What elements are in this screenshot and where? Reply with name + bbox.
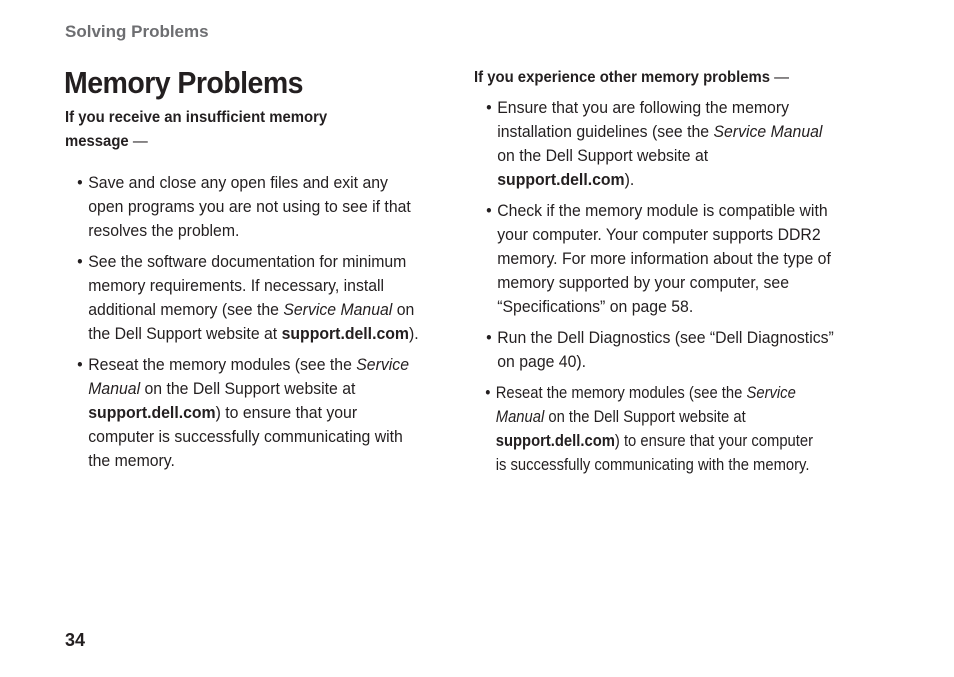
item-text: Ensure that you are following the memory installation guidelines (see the bbox=[497, 98, 790, 141]
insufficient-memory-heading bbox=[65, 106, 426, 154]
item-text: ) to ensure that your computer is successfully communicating with the memory. bbox=[88, 403, 403, 470]
manual-title: Service Manual bbox=[88, 355, 409, 398]
list-item bbox=[65, 250, 426, 346]
item-text: on the Dell Support website at bbox=[140, 379, 356, 398]
left-column bbox=[65, 106, 453, 480]
other-memory-problems-heading bbox=[474, 66, 837, 90]
list-item bbox=[474, 96, 837, 192]
insufficient-memory-list bbox=[65, 171, 453, 473]
manual-title: Service Manual bbox=[713, 122, 823, 141]
item-text: Run the Dell Diagnostics (see “Dell Diagnostics” on page 40). bbox=[497, 328, 834, 371]
item-text: ) to ensure that your computer is successfully communicating with the memory. bbox=[495, 431, 814, 474]
em-dash: — bbox=[774, 69, 790, 86]
list-item bbox=[65, 353, 426, 473]
item-text: ). bbox=[408, 324, 419, 343]
list-item bbox=[65, 171, 426, 243]
list-item bbox=[474, 326, 837, 374]
manual-title: Service Manual bbox=[283, 300, 393, 319]
manual-title: Service Manual bbox=[495, 383, 796, 426]
heading-line-1: If you receive an insufficient memory bbox=[65, 109, 328, 126]
heading-text: If you experience other memory problems bbox=[474, 69, 771, 86]
item-text: on the Dell Support website at bbox=[88, 300, 415, 343]
heading-line-2: message bbox=[65, 133, 129, 150]
support-website: support.dell.com bbox=[281, 324, 409, 343]
item-text: on the Dell Support website at bbox=[497, 146, 709, 165]
page-title: Memory Problems bbox=[64, 65, 303, 100]
list-item bbox=[474, 199, 837, 319]
item-text: ). bbox=[624, 170, 635, 189]
em-dash: — bbox=[132, 133, 148, 150]
right-column bbox=[474, 66, 864, 484]
item-text: Reseat the memory modules (see the bbox=[495, 383, 747, 402]
item-text: Check if the memory module is compatible with your computer. Your computer supports DDR2 memory. For more information about the type of memory supported by your computer, see “Specifications” on page 58. bbox=[497, 201, 831, 316]
support-website: support.dell.com bbox=[88, 403, 216, 422]
list-item bbox=[474, 381, 813, 477]
item-text: on the Dell Support website at bbox=[544, 407, 746, 426]
other-memory-problems-list bbox=[474, 96, 864, 477]
item-text: Save and close any open files and exit any open programs you are not using to see if that resolves the problem. bbox=[88, 173, 411, 240]
item-text: See the software documentation for minimum memory requirements. If necessary, install additional memory (see the bbox=[88, 252, 407, 319]
page-number: 34 bbox=[65, 630, 86, 650]
section-header: Solving Problems bbox=[65, 22, 209, 41]
support-website: support.dell.com bbox=[497, 170, 625, 189]
item-text: Reseat the memory modules (see the bbox=[88, 355, 357, 374]
support-website: support.dell.com bbox=[495, 431, 615, 450]
